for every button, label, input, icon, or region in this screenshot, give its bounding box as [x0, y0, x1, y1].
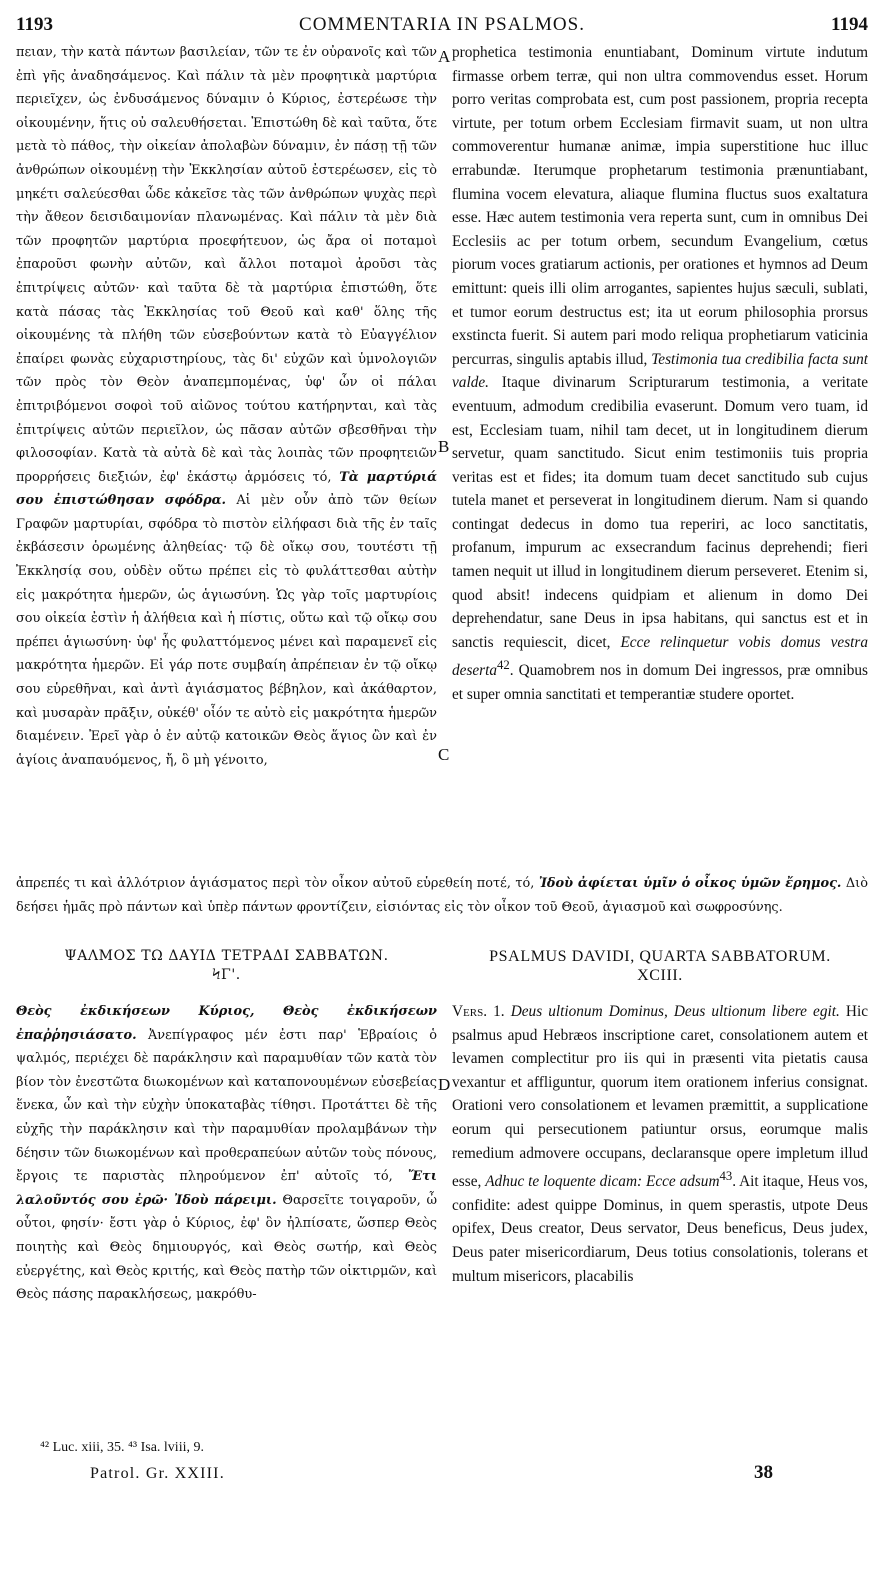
latin-text: Hic psalmus apud Hebræos inscriptione caret, consolationem autem et levamen complectitur pro iis qui in præsenti vita pietatis causa vexantur et affliguntur, quorum item orationem inferius consignat. Orationi vero consolationem et levamen præmittit, a supplicatione eorum qui persecutionem patiuntur orsus, eorumque malis remedium admovere occupans, declaransque opere impletum illud esse, [452, 1003, 868, 1191]
greek-text: Αἱ μὲν οὖν ἀπὸ τῶν θείων Γραφῶν μαρτυρίαι, σφόδρα τὸ πιστὸν εἰλήφασι διὰ τῆς ἐν ταῖς ἐκβάσεσιν ὁρωμένης ἀληθείας· τῷ δὲ οἴκῳ σου, τουτέστι τῇ Ἐκκλησίᾳ σου, οὐδὲν οὕτω πρέπει εἰς τὸ φυλάττεσθαι αὐτὴν εἰς μακρότητα ἡμερῶν, ὡς ἁγιωσύνη. Ὡς γὰρ τοῖς μαρτυρίοις σου οἰκεία ἐστὶν ἡ ἀλήθεια καὶ ἡ πίστις, οὕτω καὶ τῷ οἴκῳ σου πρέπει ἁγιωσύνη· ὑφ' ἧς φυλαττόμενος μένει καὶ παραμενεῖ εἰς μακρότητα ἡμερῶν. Εἰ γάρ ποτε συμβαίη ἀπρέπειαν ἐν τῷ οἴκῳ σου εὑρεθῆναι, καὶ ἀντὶ ἁγιάσματος βέβηλον, καὶ ἀκάθαρτον, καὶ μυσαρὰν πρᾶξιν, οὐκέθ' οἷόν τε αὐτὸ εἰς μακρότητα ἡμερῶν διαμένειν. Ἐρεῖ γὰρ ὁ ἐν αὐτῷ κατοικῶν Θεὸς ἅγιος ὢν καὶ ἐν ἁγίοις ἀναπαυόμενος, ἤ, ὃ μὴ γένοιτο, [16, 493, 437, 768]
greek-paragraph [16, 41, 437, 772]
verse-label: Vers. 1. [452, 1003, 505, 1020]
psalm-heading-greek [16, 947, 437, 995]
margin-letter-d: D [438, 1075, 451, 1094]
footnote-ref: 42 [497, 658, 510, 673]
latin-scripture-quote: Testimonia tua credibilia facta sunt valde. [452, 350, 868, 392]
margin-letter-b: B [438, 437, 450, 456]
latin-column-top [452, 41, 868, 889]
greek-text: Διὸ δεήσει ἡμᾶς πρὸ πάντων καὶ ὑπὲρ πάντων φροντίζειν, εἰσιόντας εἰς τὸν οἶκον τοῦ Θεοῦ, ἁγιασμοῦ καὶ σωφροσύνης. [16, 876, 868, 915]
latin-scripture-quote: Adhuc te loquente dicam: Ecce adsum [485, 1173, 720, 1191]
greek-text: ἀπρεπές τι καὶ ἀλλότριον ἁγιάσματος περὶ τὸν οἶκον αὐτοῦ εὑρεθείη ποτέ, τό, [16, 876, 535, 891]
greek-paragraph [16, 1000, 437, 1307]
greek-column-bottom [16, 1000, 437, 1430]
margin-letter-a: A [438, 47, 451, 66]
running-head [0, 12, 884, 42]
greek-full-width-paragraph [16, 872, 868, 942]
greek-paragraph [16, 872, 868, 919]
greek-scripture-quote: Θεὸς ἐκδικήσεων Κύριος, Θεὸς ἐκδικήσεων ἐπαῤῥησιάσατο. [16, 1004, 437, 1043]
latin-scripture-quote: Ecce relinquetur vobis domus vestra deserta [452, 633, 868, 680]
greek-scripture-quote: Τὰ μαρτύριά σου ἐπιστώθησαν σφόδρα. [16, 469, 437, 509]
psalm-title-greek: ΨΑΛΜΟΣ ΤΩ ΔΑΥΙΔ ΤΕΤΡΑΔΙ ΣΑΒΒΑΤΩΝ. [64, 948, 389, 964]
greek-text: Ἀνεπίγραφος μέν ἐστι παρ' Ἑβραίοις ὁ ψαλμός, περιέχει δὲ παράκλησιν καὶ παραμυθίαν τῶν κατὰ τὸν βίον τὸν ἐνεστῶτα διωκομένων καὶ καταπονουμένων εὐσεβείας ἕνεκα, ὧν καὶ τὴν εὐχὴν ὑποκαταβὰς τίθησι. Προτάττει δὲ τῆς εὐχῆς τὴν παράκλησιν καὶ τὴν παραμυθίαν προλαμβάνων τὴν δέησιν τῶν διωκομένων καὶ προθεραπεύων αὐτῶν τοὺς πόνους, ἔργοις τε παριστὰς πληρούμενον ἐπ' αὐτοῖς τό, [16, 1027, 437, 1185]
latin-paragraph [452, 41, 868, 707]
latin-text: prophetica testimonia enuntiabant, Dominum virtute indutum firmasse orbem terræ, qui non ultra commovendus esset. Horum porro veritas comprobata est, cum post passionem, propria recepta virtute, per totum orbem Ecclesiam firmavit suam, ut non ultra commoverentur humanæ animæ, impia superstitione huc illuc errabundæ. Iterumque prophetarum testimonia prænuntiabant, flumina vocem elevatura, aliaque flumina fluctus suos exaltatura esse. Hæc autem testimonia vera reperta sunt, cum in omnibus Dei Ecclesiis ac per totum orbem, secundum Evangelium, cœtus piorum voces gratiarum actionis, per orationes et hymnos ad Deum emittunt: queis illi olim arrogantes, sapientes hujus sæculi, sublati, et tumor eorum destructus est; ita ut eorum philosophia prorsus exstincta fuerit. Si autem pari modo reliqua prophetiarum vaticinia percurras, singulis aptabis illud, [452, 44, 868, 368]
greek-scripture-quote: Ἔτι λαλοῦντός σου ἐρῶ· Ἰδοὺ πάρειμι. [16, 1169, 437, 1208]
latin-paragraph [452, 1000, 868, 1288]
gathering-signature: 38 [754, 1462, 773, 1483]
psalm-title-latin: PSALMUS DAVIDI, QUARTA SABBATORUM. [489, 948, 831, 965]
psalm-number-greek: ϞΓ'. [212, 967, 241, 983]
footnote-ref: 43 [719, 1169, 733, 1184]
page-number-left: 1193 [16, 14, 53, 35]
greek-scripture-quote: Ἰδοὺ ἀφίεται ὑμῖν ὁ οἶκος ὑμῶν ἔρημος. [538, 876, 842, 891]
latin-text: . Ait itaque, Heus vos, confidite: adest quippe Dominus, in quem sperastis, utpote Deus opifex, Deus creator, Deus servator, Deus beneficus, Deus judex, Deus pater misericordiarum, Deus totius consolationis, tolerans et multum misericors, placabilis [452, 1173, 868, 1285]
latin-column-bottom [452, 1000, 868, 1430]
latin-text: . Quamobrem nos in domum Dei ingressos, præ omnibus et super omnia sanctitati et temperantiæ studere oportet. [452, 662, 868, 704]
patrologia-signature: Patrol. Gr. XXIII. [90, 1465, 225, 1482]
page-number-right: 1194 [831, 14, 868, 35]
latin-text: Itaque divinarum Scripturarum testimonia, a veritate eventuum, admodum credibilia evaserunt. Domum vero tuam, id est, Ecclesiam tuam, nihil tam decet, ut in longitudinem dierum servetur, quam sanctitudo. Sicut enim testimoniis tuis propria veritas est et fides; ita domum tuam decet sanctitudo sub cujus tutela manet et perseverat in longitudinem dierum. Nam si quando contingat dedecus in domo tua reperiri, ac loco sanctitatis, profanum, impurum ac exsecrandum facinus deprehendi; fieri tamen nequit ut illud in longitudinem dierum perseveret. Etenim si, quod absit! indecens quidpiam et alienum in domo Dei deprehendatur, sane Deus in ipsa habitans, qui sanctus est et in sanctis requiescit, dicet, [452, 374, 868, 651]
psalm-heading-latin [452, 947, 868, 995]
psalm-number-latin: XCIII. [637, 967, 683, 984]
footnotes: ⁴² Luc. xiii, 35. ⁴³ Isa. lviii, 9. [40, 1440, 204, 1455]
greek-column-top [16, 41, 437, 889]
greek-text: Θαρσεῖτε τοιγαροῦν, ὦ οὗτοι, φησίν· ἔστι γὰρ ὁ Κύριος, ἐφ' ὃν ἠλπίσατε, ὥσπερ Θεὸς ποιητὴς καὶ Θεὸς δημιουργός, καὶ Θεὸς σωτήρ, καὶ Θεὸς εὐεργέτης, καὶ Θεὸς κριτής, καὶ Θεὸς πατὴρ τῶν οἰκτιρμῶν, καὶ Θεὸς πάσης παρακλήσεως, μακρόθυ- [16, 1192, 437, 1303]
latin-scripture-quote: Deus ultionum Dominus, Deus ultionum libere egit. [510, 1003, 840, 1020]
running-title: COMMENTARIA IN PSALMOS. [299, 14, 585, 35]
margin-letter-c: C [438, 745, 450, 764]
greek-text: πειαν, τὴν κατὰ πάντων βασιλείαν, τῶν τε ἐν οὐρανοῖς καὶ τῶν ἐπὶ γῆς ἀναδησάμενος. Καὶ πάλιν τὰ μὲν προφητικὰ μαρτύρια περιεῖχεν, ὡς ἐνδυσάμενος δύναμιν ὁ Κύριος, ἐστερέωσε τὴν οἰκουμένην, ἥτις οὐ σαλευθήσεται. Ἐπιστώθη δὲ καὶ ταῦτα, ὅτε μετὰ τὸ πάθος, τὴν οἰκείαν ἀπολαβὼν δύναμιν, ἐν πάσῃ τῇ τῶν ἀνθρώπων οἰκουμένῃ τὴν Ἐκκλησίαν αὐτοῦ ἐστερέωσεν, εἰς τὸ μηκέτι σαλεύεσθαι ὧδε κἀκεῖσε τὰς τῶν ἀνθρώπων ψυχὰς περὶ τὴν ἄθεον δεισιδαιμονίαν πλανωμένας. Καὶ πάλιν τὰ μὲν διὰ τῶν προφητῶν μαρτύρια προεφήτευον, ὡς ἄρα οἱ ποταμοὶ ἐπαροῦσι φωνὴν αὐτῶν, καὶ ἄλλοι ποταμοὶ ἀροῦσι τὰς ἐπιτρίψεις αὐτῶν· καὶ ταῦτα δὲ τὰ μαρτύρια ἐπιστώθη, ὅτε κατὰ πάσας τὰς Ἐκκλησίας τοῦ Θεοῦ καὶ καθ' ὅλης τῆς οἰκουμένης τὰ πλήθη τῶν εὐσεβούντων κατὰ τὸ Εὐαγγέλιον ἐπαίρει φωνὰς εὐχαριστηρίους, τὰς δι' εὐχῶν καὶ ὑμνολογιῶν τῶν πρὸς τὸν Θεὸν ἀναπεμπομένας, ὑφ' ὧν οἱ πάλαι ἐπιτριβόμενοι σοφοὶ τοῦ αἰῶνος τούτου κατήρηνται, καὶ τὰς ἐπιτρίψεις αὐτῶν περιεῖλον, ὡς πᾶσαν αὐτῶν σβεσθῆναι τὴν φιλοσοφίαν. Κατὰ τὰ αὐτὰ δὲ καὶ τὰς λοιπὰς τῶν προφητειῶν προρρήσεις διεξιών, ἐφ' ἑκάστῳ ἁρμόσεις τό, [16, 45, 437, 485]
